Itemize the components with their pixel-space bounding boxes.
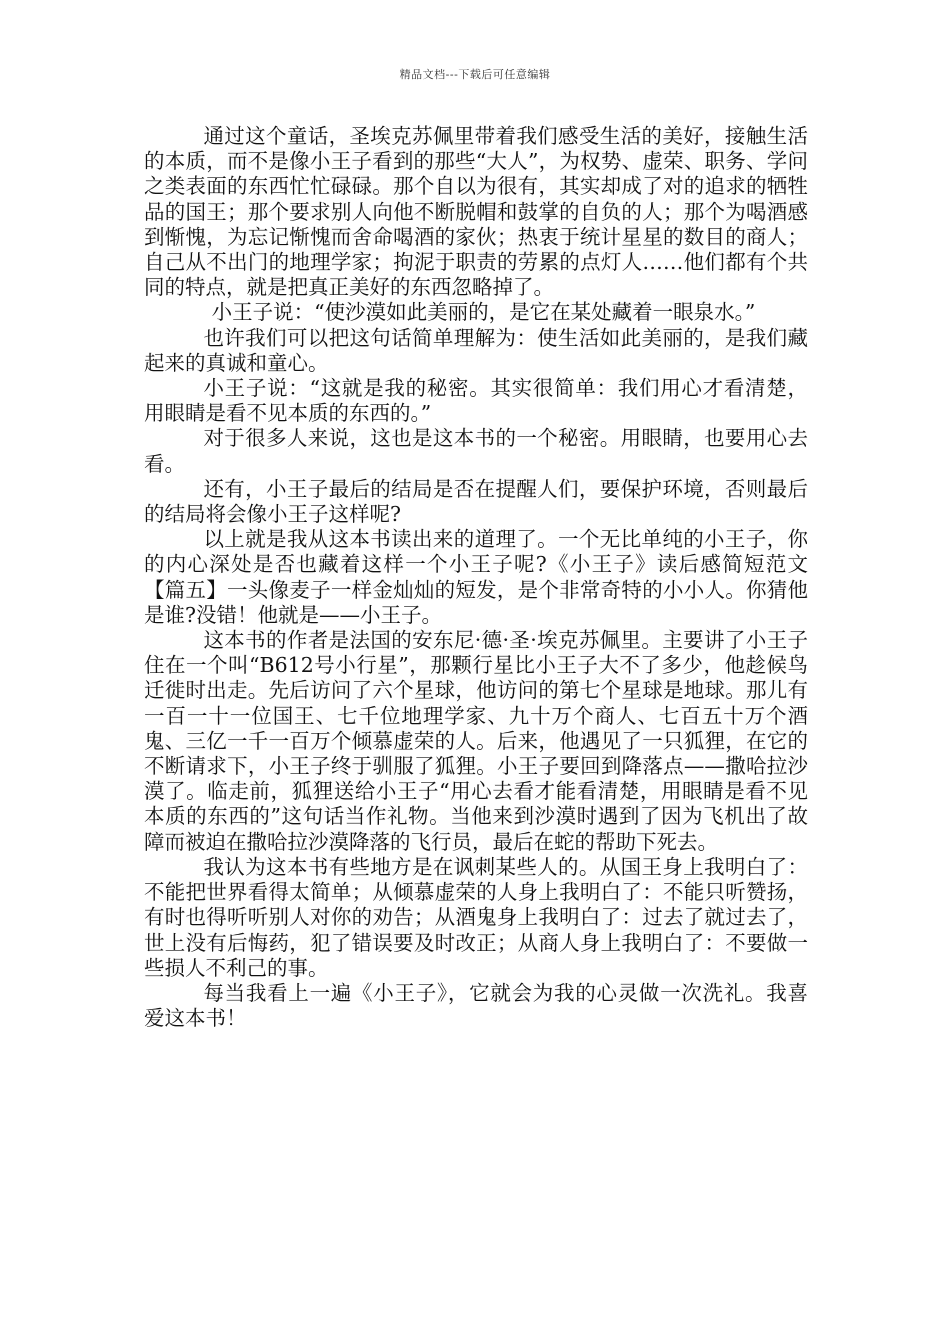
paragraph-1: 通过这个童话，圣埃克苏佩里带着我们感受生活的美好，接触生活的本质，而不是像小王子看到的那些“大人”，为权势、虚荣、职务、学问之类表面的东西忙忙碌碌。那个自以为很有，其实却成了对的追求的牺牲品的国王；那个要求别人向他不断脱帽和鼓掌的自负的人；那个为喝酒感到惭愧，为忘记惭愧而舍命喝酒的家伙；热衷于统计星星的数目的商人；自己从不出门的地理学家；拘泥于职责的劳累的点灯人……他们都有个共同的特点，就是把真正美好的东西忽略掉了。: [144, 124, 808, 300]
paragraph-2: 小王子说：“使沙漠如此美丽的，是它在某处藏着一眼泉水。”: [211, 300, 756, 325]
paragraph-3: 也许我们可以把这句话简单理解为：使生活如此美丽的，是我们藏起来的真诚和童心。: [144, 325, 808, 375]
paragraph-7: 以上就是我从这本书读出来的道理了。一个无比单纯的小王子，你的内心深处是否也藏着这样一个小王子呢?《小王子》读后感简短范文【篇五】一头像麦子一样金灿灿的短发，是个非常奇特的小小人。你猜他是谁?没错！他就是——小王子。: [144, 527, 808, 627]
paragraph-4: 小王子说：“这就是我的秘密。其实很简单：我们用心才看清楚，用眼睛是看不见本质的东西的。”: [144, 376, 808, 426]
paragraph-9: 我认为这本书有些地方是在讽刺某些人的。从国王身上我明白了：不能把世界看得太简单；从倾慕虚荣的人身上我明白了：不能只听赞扬，有时也得听听别人对你的劝告；从酒鬼身上我明白了：过去了就过去了，世上没有后悔药，犯了错误要及时改正；从商人身上我明白了：不要做一些损人不利己的事。: [144, 854, 808, 980]
page-header: 精品文档---下载后可任意编辑: [399, 68, 551, 81]
paragraph-6: 还有，小王子最后的结局是否在提醒人们，要保护环境，否则最后的结局将会像小王子这样呢?: [144, 476, 808, 527]
paragraph-10: 每当我看上一遍《小王子》，它就会为我的心灵做一次洗礼。我喜爱这本书！: [144, 980, 808, 1031]
paragraph-5: 对于很多人来说，这也是这本书的一个秘密。用眼睛，也要用心去看。: [144, 426, 808, 476]
document-body: [144, 124, 808, 1031]
paragraph-8: 这本书的作者是法国的安东尼·德·圣·埃克苏佩里。主要讲了小王子住在一个叫“B612号小行星”，那颗行星比小王子大不了多少，他趁候鸟迁徙时出走。先后访问了六个星球，他访问的第七个星球是地球。那儿有一百一十一位国王、七千位地理学家、九十万个商人、七百五十万个酒鬼、三亿一千一百万个倾慕虚荣的人。后来，他遇见了一只狐狸，在它的不断请求下，小王子终于驯服了狐狸。小王子要回到降落点——撒哈拉沙漠了。临走前，狐狸送给小王子“用心去看才能看清楚，用眼睛是看不见本质的东西的”这句话当作礼物。当他来到沙漠时遇到了因为飞机出了故障而被迫在撒哈拉沙漠降落的飞行员，最后在蛇的帮助下死去。: [144, 628, 808, 854]
